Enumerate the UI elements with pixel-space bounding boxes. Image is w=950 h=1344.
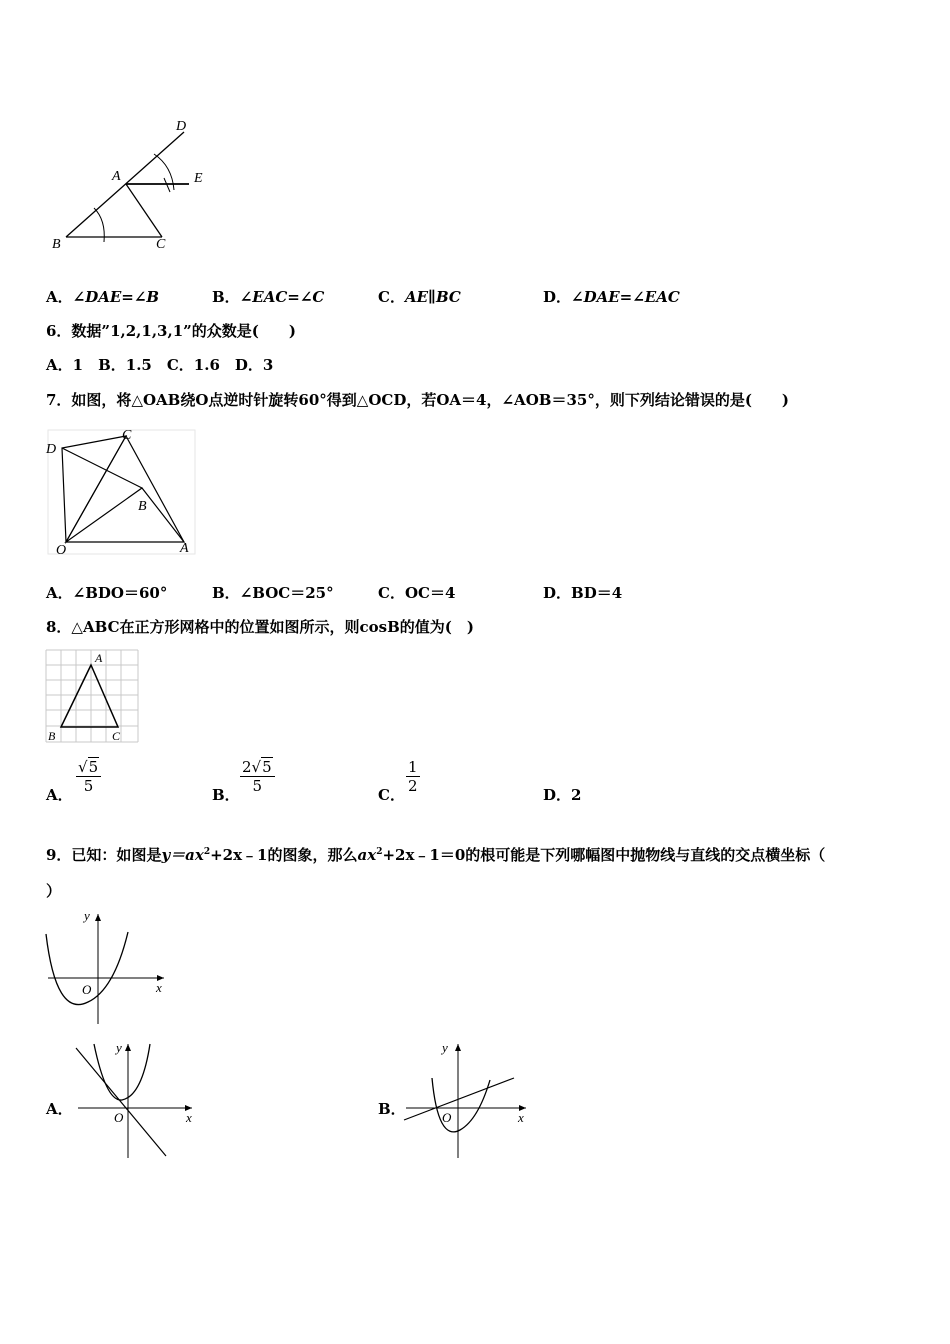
q5-option-c[interactable]: C．AE∥BC [378,288,461,306]
label-d: D [176,119,187,134]
tick-e [164,178,170,192]
svg-text:O: O [82,982,92,997]
q5-option-b[interactable]: B．∠EAC=∠C [212,288,325,306]
segment-bd [62,448,142,488]
line-ac [126,184,162,237]
q7-option-c[interactable]: C．OC＝4 [378,584,456,602]
q9-option-a-graph [72,1038,202,1162]
svg-text:x: x [156,980,162,995]
line [404,1078,514,1120]
label-a: A [95,651,103,665]
parabola [94,1044,150,1100]
svg-text:O: O [442,1110,452,1125]
svg-text:y: y [84,908,90,923]
parabola [432,1078,490,1132]
q9-main-graph [44,906,174,1030]
triangle-abc [61,665,118,727]
label-c: C [122,428,132,443]
grid [46,650,138,742]
q6-options[interactable]: A．1 B．1.5 C．1.6 D．3 [46,356,274,374]
q9-option-a-letter[interactable]: A． [46,1100,73,1118]
q7-stem: 7．如图，将△OAB绕O点逆时针旋转60°得到△OCD，若OA＝4，∠AOB＝35°，则下列结论错误的是( ) [46,391,790,409]
label-c: C [112,729,121,743]
q7-option-b[interactable]: B．∠BOC＝25° [212,584,334,602]
q7-figure [44,426,199,558]
q9-option-b-graph [402,1038,532,1162]
q7-option-a[interactable]: A．∠BDO＝60° [46,584,168,602]
svg-text:x: x [186,1110,192,1125]
q8-option-c-fraction: $\frac{1}{2}$ [408,758,418,795]
label-o: O [56,543,67,558]
label-e: E [194,171,203,186]
q8-option-b-letter[interactable]: B． [212,786,240,804]
q9-stem-line2: ） [46,882,62,900]
q5-option-d[interactable]: D．∠DAE=∠EAC [543,288,680,306]
q9-option-b-letter[interactable]: B． [378,1100,406,1118]
label-c: C [156,237,166,252]
q5-figure [44,112,214,252]
q8-option-a-letter[interactable]: A． [46,786,73,804]
label-a: A [180,541,189,556]
q8-figure [44,648,141,744]
svg-text:O: O [114,1110,124,1125]
label-b: B [138,499,147,514]
q8-option-d[interactable]: D．2 [543,786,582,804]
q6-stem: 6．数据”1,2,1,3,1”的众数是( ) [46,322,296,340]
q5-option-a[interactable]: A．∠DAE=∠B [46,288,160,306]
segment-oc [66,436,126,542]
triangle-oab [66,488,184,542]
q8-option-b-fraction: $\frac{2√5}{5}$ [240,758,275,795]
q8-stem: 8．△ABC在正方形网格中的位置如图所示，则cosB的值为( ) [46,618,474,636]
label-d: D [46,442,57,457]
q8-option-a-fraction: $\frac{√5}{5}$ [76,758,101,795]
svg-text:y: y [442,1040,448,1055]
label-b: B [48,729,56,743]
svg-text:y: y [116,1040,122,1055]
svg-text:x: x [518,1110,524,1125]
line [76,1048,166,1156]
q9-stem: 9．已知：如图是$y=ax^2+2x﹣1$的图象，那么$ax^2+2x﹣1=0$的根可能是下列哪幅图中抛物线与直线的交点横坐标（ [46,846,826,864]
label-a: A [112,169,121,184]
label-b: B [52,237,61,252]
q8-option-c-letter[interactable]: C． [378,786,405,804]
q7-option-d[interactable]: D．BD＝4 [543,584,623,602]
